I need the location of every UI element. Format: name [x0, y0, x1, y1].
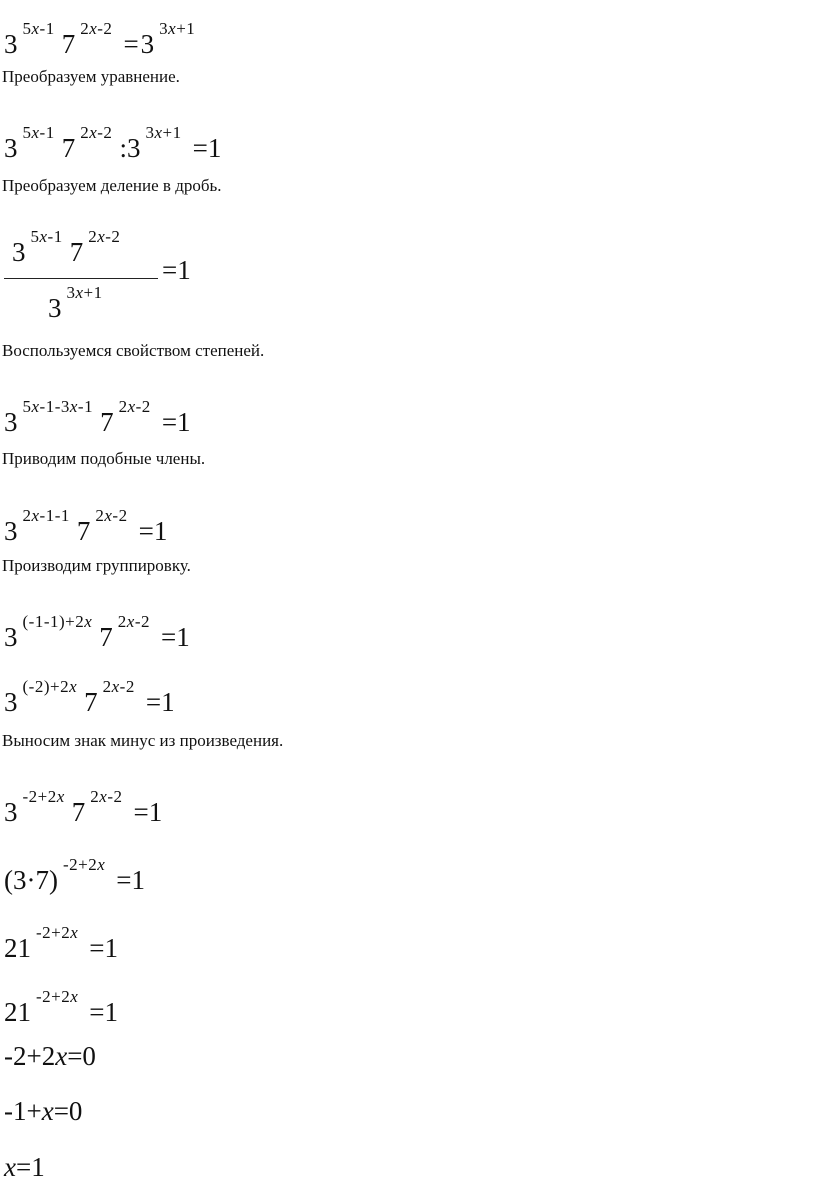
exponent: (-2)+2x — [22, 677, 78, 696]
exponent: 3x+1 — [145, 123, 182, 142]
exponent: 2x-2 — [80, 123, 113, 142]
base: 3 — [4, 622, 18, 652]
exponent: -2+2x — [36, 987, 79, 1006]
rhs: =1 — [133, 797, 163, 827]
rhs: =1 — [192, 133, 222, 163]
exponent: 2x-2 — [118, 397, 151, 416]
base: 7 — [61, 133, 76, 163]
equals-sign: = — [123, 29, 139, 59]
exponent: 5x-1-3x-1 — [22, 397, 94, 416]
equation-step: -2+2x=0 — [4, 1041, 96, 1071]
step-caption: Преобразуем деление в дробь. — [2, 176, 222, 195]
rhs: =1 — [161, 407, 191, 437]
exponent: 3x+1 — [66, 283, 103, 302]
exponent: 2x-1-1 — [22, 506, 70, 525]
step-caption: Преобразуем уравнение. — [2, 67, 180, 86]
base: 21 — [4, 997, 31, 1027]
exponent: 2x-2 — [80, 19, 113, 38]
rhs: =1 — [161, 622, 190, 652]
equation-step — [4, 788, 164, 826]
division-sign: : — [119, 133, 127, 163]
base: 3 — [140, 29, 155, 59]
rhs: =1 — [138, 516, 168, 546]
rhs: =1 — [145, 687, 175, 717]
exponent: 5x-1 — [22, 19, 55, 38]
equation-step — [4, 678, 177, 716]
fraction-denominator — [48, 284, 110, 322]
exponent: 2x-2 — [90, 787, 123, 806]
equation-step — [4, 613, 192, 651]
step-caption: Производим группировку. — [2, 556, 191, 575]
rhs: =1 — [89, 933, 119, 963]
exponent: -2+2x — [22, 787, 65, 806]
exponent: (-1-1)+2x — [22, 612, 93, 631]
exponent: -2+2x — [36, 923, 79, 942]
equation-step — [4, 988, 120, 1026]
exponent: 2x-2 — [95, 506, 128, 525]
base: 7 — [71, 797, 86, 827]
fraction-equation — [4, 212, 164, 323]
step-caption: Выносим знак минус из произведения. — [2, 731, 284, 750]
base: 3 — [4, 516, 18, 546]
exponent: -2+2x — [62, 855, 106, 874]
equation-step — [4, 856, 147, 894]
fraction-numerator — [12, 228, 127, 266]
rhs: =1 — [89, 997, 119, 1027]
base: 7 — [61, 29, 76, 59]
base: 3 — [4, 407, 18, 437]
equation-step — [4, 124, 223, 162]
equation-step — [4, 924, 120, 962]
base: 7 — [76, 516, 91, 546]
fraction-rhs: =1 — [162, 255, 191, 285]
base: 3 — [4, 133, 18, 163]
exponent: 2x-2 — [117, 612, 150, 631]
base: 7 — [100, 407, 114, 437]
step-caption: Приводим подобные члены. — [2, 449, 206, 468]
step-caption: Воспользуемся свойством степеней. — [2, 341, 265, 360]
equation-original — [4, 20, 202, 58]
base: 3 — [4, 29, 18, 59]
base: 7 — [69, 237, 84, 267]
exponent: 5x-1 — [30, 227, 63, 246]
base: (3·7) — [4, 865, 58, 895]
exponent: 2x-2 — [88, 227, 121, 246]
base: 3 — [4, 797, 18, 827]
equation-step — [4, 398, 193, 436]
base: 3 — [48, 293, 62, 323]
rhs: =1 — [116, 865, 146, 895]
equation-step — [4, 507, 169, 545]
base: 3 — [12, 237, 26, 267]
base: 7 — [99, 622, 113, 652]
base: 7 — [84, 687, 98, 717]
exponent: 5x-1 — [22, 123, 55, 142]
base: 3 — [126, 133, 141, 163]
base: 21 — [4, 933, 31, 963]
fraction-bar — [4, 278, 158, 279]
base: 3 — [4, 687, 18, 717]
exponent: 3x+1 — [159, 19, 196, 38]
equation-step: -1+x=0 — [4, 1096, 83, 1126]
equation-final: x=1 — [4, 1152, 45, 1182]
exponent: 2x-2 — [102, 677, 135, 696]
